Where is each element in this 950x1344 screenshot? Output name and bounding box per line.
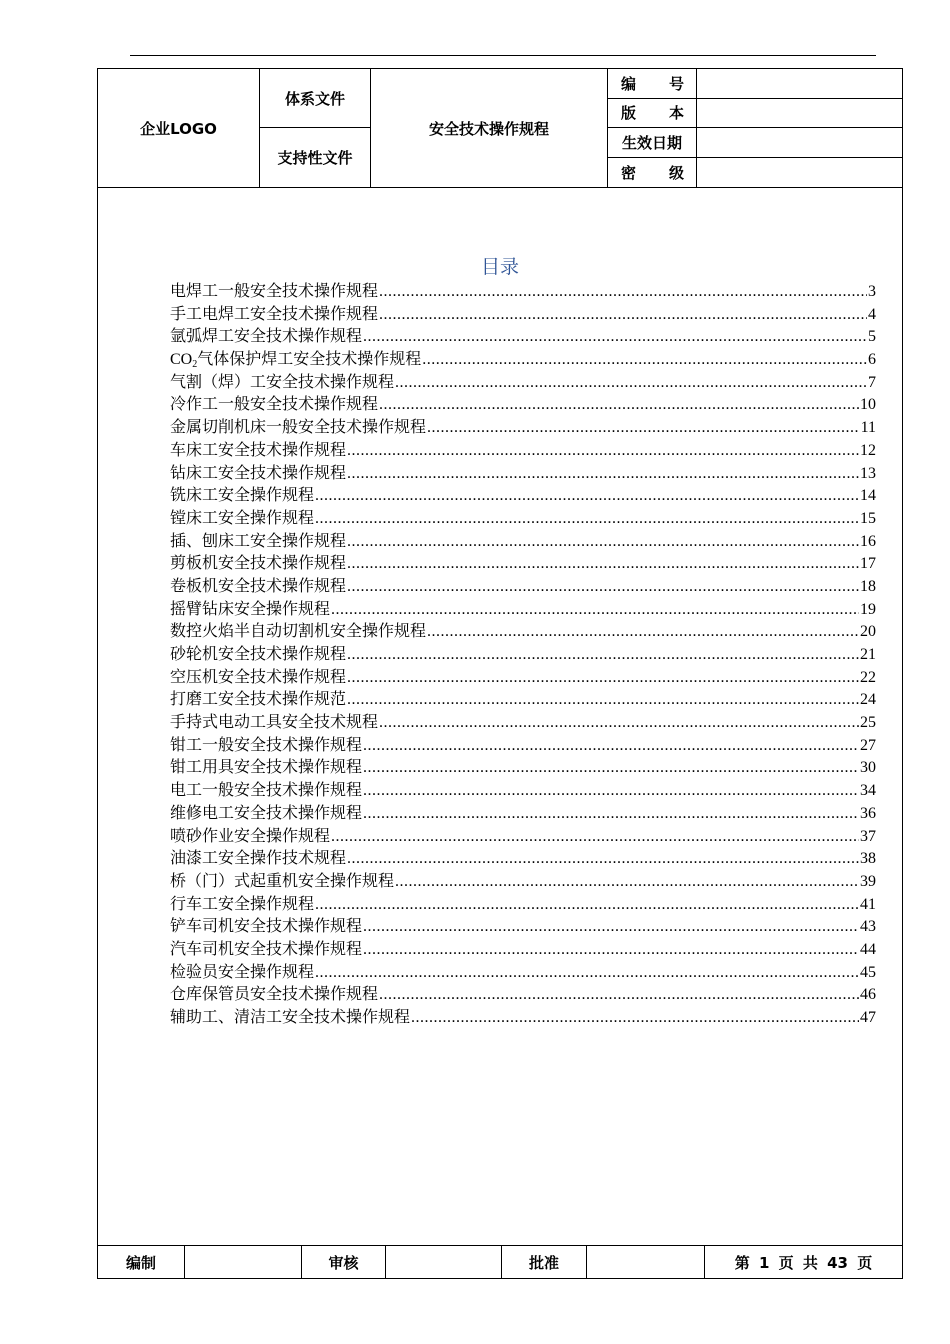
toc-entry-title-suffix: 气体保护焊工安全技术操作规程 — [197, 351, 422, 369]
classification-label-b: 级 — [668, 163, 684, 182]
compile-value — [185, 1246, 302, 1278]
toc-entry-title: 铣床工安全操作规程 — [170, 487, 315, 505]
version-label-b: 本 — [668, 104, 684, 123]
document-header-table — [98, 69, 902, 188]
toc-entry[interactable] — [170, 553, 876, 576]
toc-entry[interactable] — [170, 826, 876, 849]
review-value — [386, 1246, 502, 1278]
toc-entry[interactable] — [170, 644, 876, 667]
toc-dot-leader — [427, 417, 860, 440]
toc-entry-page: 19 — [860, 600, 876, 618]
toc-entry-page: 45 — [860, 963, 876, 981]
toc-entry[interactable] — [170, 939, 876, 962]
classification-label-a: 密 — [621, 163, 637, 182]
toc-entry-title: 钻床工安全技术操作规程 — [170, 464, 347, 482]
review-label: 审核 — [302, 1246, 386, 1278]
doc-number-value — [697, 69, 902, 99]
toc-entry-page: 12 — [860, 441, 876, 459]
approval-footer-table — [98, 1245, 902, 1278]
toc-dot-leader — [379, 712, 859, 735]
effective-date-label: 生效日期 — [608, 128, 697, 158]
toc-dot-leader — [331, 599, 859, 622]
toc-entry[interactable] — [170, 440, 876, 463]
toc-list — [170, 281, 876, 1030]
toc-dot-leader — [363, 803, 859, 826]
effective-date-value — [697, 128, 902, 158]
toc-dot-leader — [347, 440, 859, 463]
toc-entry-page: 38 — [860, 850, 876, 868]
toc-entry-title: 车床工安全技术操作规程 — [170, 441, 347, 459]
doc-number-label-b: 号 — [668, 74, 684, 93]
toc-dot-leader — [347, 667, 859, 690]
toc-entry-title: 砂轮机安全技术操作规程 — [170, 646, 347, 663]
toc-dot-leader — [363, 735, 859, 758]
toc-entry-page: 21 — [860, 646, 876, 663]
toc-entry[interactable] — [170, 394, 876, 417]
toc-entry-title: 插、刨床工安全操作规程 — [170, 532, 347, 550]
toc-dot-leader — [379, 281, 867, 304]
system-file-cell: 体系文件 — [260, 69, 371, 128]
toc-entry[interactable] — [170, 621, 876, 644]
toc-entry-title: 电工一般安全技术操作规程 — [170, 782, 363, 800]
toc-entry[interactable] — [170, 689, 876, 712]
toc-entry-page: 34 — [860, 782, 876, 800]
toc-entry-page: 5 — [868, 328, 876, 346]
toc-entry-page: 14 — [860, 487, 876, 505]
toc-dot-leader — [363, 780, 859, 803]
toc-dot-leader — [315, 894, 859, 917]
toc-dot-leader — [422, 349, 867, 372]
toc-entry-page: 27 — [860, 736, 876, 754]
toc-entry-title: 铲车司机安全技术操作规程 — [170, 918, 363, 936]
toc-dot-leader — [427, 621, 859, 644]
toc-entry[interactable] — [170, 871, 876, 894]
toc-entry[interactable] — [170, 780, 876, 803]
toc-entry[interactable] — [170, 962, 876, 985]
version-label-a: 版 — [621, 104, 637, 123]
toc-entry[interactable] — [170, 757, 876, 780]
toc-entry-title: 辅助工、清洁工安全技术操作规程 — [170, 1009, 411, 1026]
toc-dot-leader — [363, 326, 867, 349]
toc-entry[interactable] — [170, 531, 876, 554]
toc-dot-leader — [331, 826, 859, 849]
toc-entry-title: 汽车司机安全技术操作规程 — [170, 940, 363, 958]
toc-entry-title — [170, 349, 421, 372]
toc-entry-title: 手工电焊工安全技术操作规程 — [170, 305, 379, 323]
document-title-cell: 安全技术操作规程 — [371, 69, 608, 187]
toc-entry-title-prefix: CO — [170, 351, 193, 369]
version-value — [697, 99, 902, 129]
doc-number-label-a: 编 — [621, 74, 637, 93]
toc-entry[interactable] — [170, 667, 876, 690]
approve-label: 批准 — [502, 1246, 587, 1278]
toc-entry[interactable] — [170, 984, 876, 1007]
toc-dot-leader — [347, 463, 859, 486]
toc-entry-page: 7 — [868, 373, 876, 391]
toc-dot-leader — [395, 372, 867, 395]
toc-entry-page: 39 — [860, 872, 876, 890]
toc-entry-title: 数控火焰半自动切割机安全操作规程 — [170, 623, 427, 641]
toc-entry[interactable] — [170, 712, 876, 735]
page-number-info: 第 1 页 共 43 页 — [734, 1253, 873, 1272]
toc-entry-title: 手持式电动工具安全技术规程 — [170, 714, 379, 732]
toc-entry[interactable] — [170, 372, 876, 395]
classification-label — [608, 158, 697, 188]
toc-entry-title: 油漆工安全操作技术规程 — [170, 850, 347, 868]
toc-entry[interactable] — [170, 326, 876, 349]
toc-dot-leader — [347, 644, 859, 667]
toc-dot-leader — [379, 304, 867, 327]
classification-value — [697, 158, 902, 188]
toc-entry-page: 13 — [860, 464, 876, 482]
company-logo-cell: 企业LOGO — [98, 69, 260, 187]
toc-dot-leader — [347, 576, 859, 599]
toc-entry-page: 36 — [860, 804, 876, 822]
toc-entry-title: 打磨工安全技术操作规范 — [170, 691, 347, 709]
toc-dot-leader — [315, 508, 859, 531]
toc-dot-leader — [379, 984, 859, 1007]
toc-dot-leader — [315, 962, 859, 985]
toc-entry-page: 24 — [860, 691, 876, 709]
toc-dot-leader — [395, 871, 859, 894]
toc-entry-title: 剪板机安全技术操作规程 — [170, 555, 347, 573]
toc-entry[interactable] — [170, 916, 876, 939]
toc-dot-leader — [363, 757, 859, 780]
toc-entry-title: 氩弧焊工安全技术操作规程 — [170, 328, 363, 346]
toc-entry-title: 卷板机安全技术操作规程 — [170, 577, 347, 595]
toc-dot-leader — [363, 939, 859, 962]
toc-entry[interactable] — [170, 1007, 876, 1030]
toc-entry-page: 43 — [860, 918, 876, 936]
toc-entry[interactable] — [170, 463, 876, 486]
toc-entry[interactable] — [170, 576, 876, 599]
toc-entry-title: 检验员安全操作规程 — [170, 963, 315, 981]
toc-dot-leader — [347, 689, 859, 712]
toc-entry-page: 41 — [860, 895, 876, 913]
toc-entry-page: 22 — [860, 668, 876, 686]
toc-entry-page: 16 — [860, 532, 876, 550]
toc-entry[interactable] — [170, 349, 876, 372]
toc-entry-title: 喷砂作业安全操作规程 — [170, 827, 331, 845]
toc-entry-page: 20 — [860, 623, 876, 641]
toc-entry-title: 仓库保管员安全技术操作规程 — [170, 986, 379, 1004]
toc-entry[interactable] — [170, 417, 876, 440]
compile-label: 编制 — [98, 1246, 185, 1278]
toc-entry-page: 18 — [860, 577, 876, 595]
toc-title: 目录 — [480, 256, 519, 278]
toc-entry-page: 25 — [860, 714, 876, 732]
toc-entry-page: 44 — [860, 940, 876, 958]
toc-entry-title: 维修电工安全技术操作规程 — [170, 804, 363, 822]
toc-entry-page: 47 — [860, 1009, 876, 1026]
toc-entry-page: 3 — [868, 283, 876, 300]
toc-entry[interactable] — [170, 304, 876, 327]
toc-entry-title-subscript: 2 — [192, 359, 198, 371]
toc-entry-page: 37 — [860, 827, 876, 845]
toc-entry-title: 冷作工一般安全技术操作规程 — [170, 396, 379, 414]
toc-entry-title: 桥（门）式起重机安全操作规程 — [170, 872, 395, 890]
toc-entry[interactable] — [170, 803, 876, 826]
toc-entry-title: 空压机安全技术操作规程 — [170, 668, 347, 686]
toc-entry-page: 10 — [860, 396, 876, 414]
toc-entry-page: 46 — [860, 986, 876, 1004]
toc-entry[interactable] — [170, 508, 876, 531]
toc-dot-leader — [363, 916, 859, 939]
approve-value — [587, 1246, 705, 1278]
toc-dot-leader — [411, 1007, 859, 1030]
toc-dot-leader — [347, 848, 859, 871]
toc-entry-title: 钳工一般安全技术操作规程 — [170, 736, 363, 754]
toc-entry-title: 钳工用具安全技术操作规程 — [170, 759, 363, 777]
support-file-cell: 支持性文件 — [260, 128, 371, 187]
toc-entry[interactable] — [170, 281, 876, 304]
toc-dot-leader — [347, 553, 859, 576]
toc-entry-page: 6 — [868, 351, 876, 369]
toc-entry[interactable] — [170, 485, 876, 508]
toc-entry-title: 摇臂钻床安全操作规程 — [170, 600, 331, 618]
toc-dot-leader — [379, 394, 859, 417]
toc-entry-page: 11 — [860, 419, 876, 437]
toc-dot-leader — [315, 485, 859, 508]
toc-entry[interactable] — [170, 599, 876, 622]
document-frame — [97, 68, 903, 1279]
top-rule — [130, 55, 876, 56]
toc-entry-title: 金属切削机床一般安全技术操作规程 — [170, 419, 427, 437]
toc-entry-page: 4 — [868, 305, 876, 323]
toc-entry[interactable] — [170, 894, 876, 917]
doc-number-label — [608, 69, 697, 99]
toc-dot-leader — [347, 531, 859, 554]
toc-entry-page: 17 — [860, 555, 876, 573]
toc-entry-title: 行车工安全操作规程 — [170, 895, 315, 913]
toc-entry-title: 气割（焊）工安全技术操作规程 — [170, 373, 395, 391]
toc-entry-page: 30 — [860, 759, 876, 777]
toc-entry-page: 15 — [860, 509, 876, 527]
version-label — [608, 99, 697, 129]
toc-entry[interactable] — [170, 848, 876, 871]
toc-entry-title: 镗床工安全操作规程 — [170, 509, 315, 527]
toc-entry[interactable] — [170, 735, 876, 758]
toc-entry-title: 电焊工一般安全技术操作规程 — [170, 283, 379, 300]
